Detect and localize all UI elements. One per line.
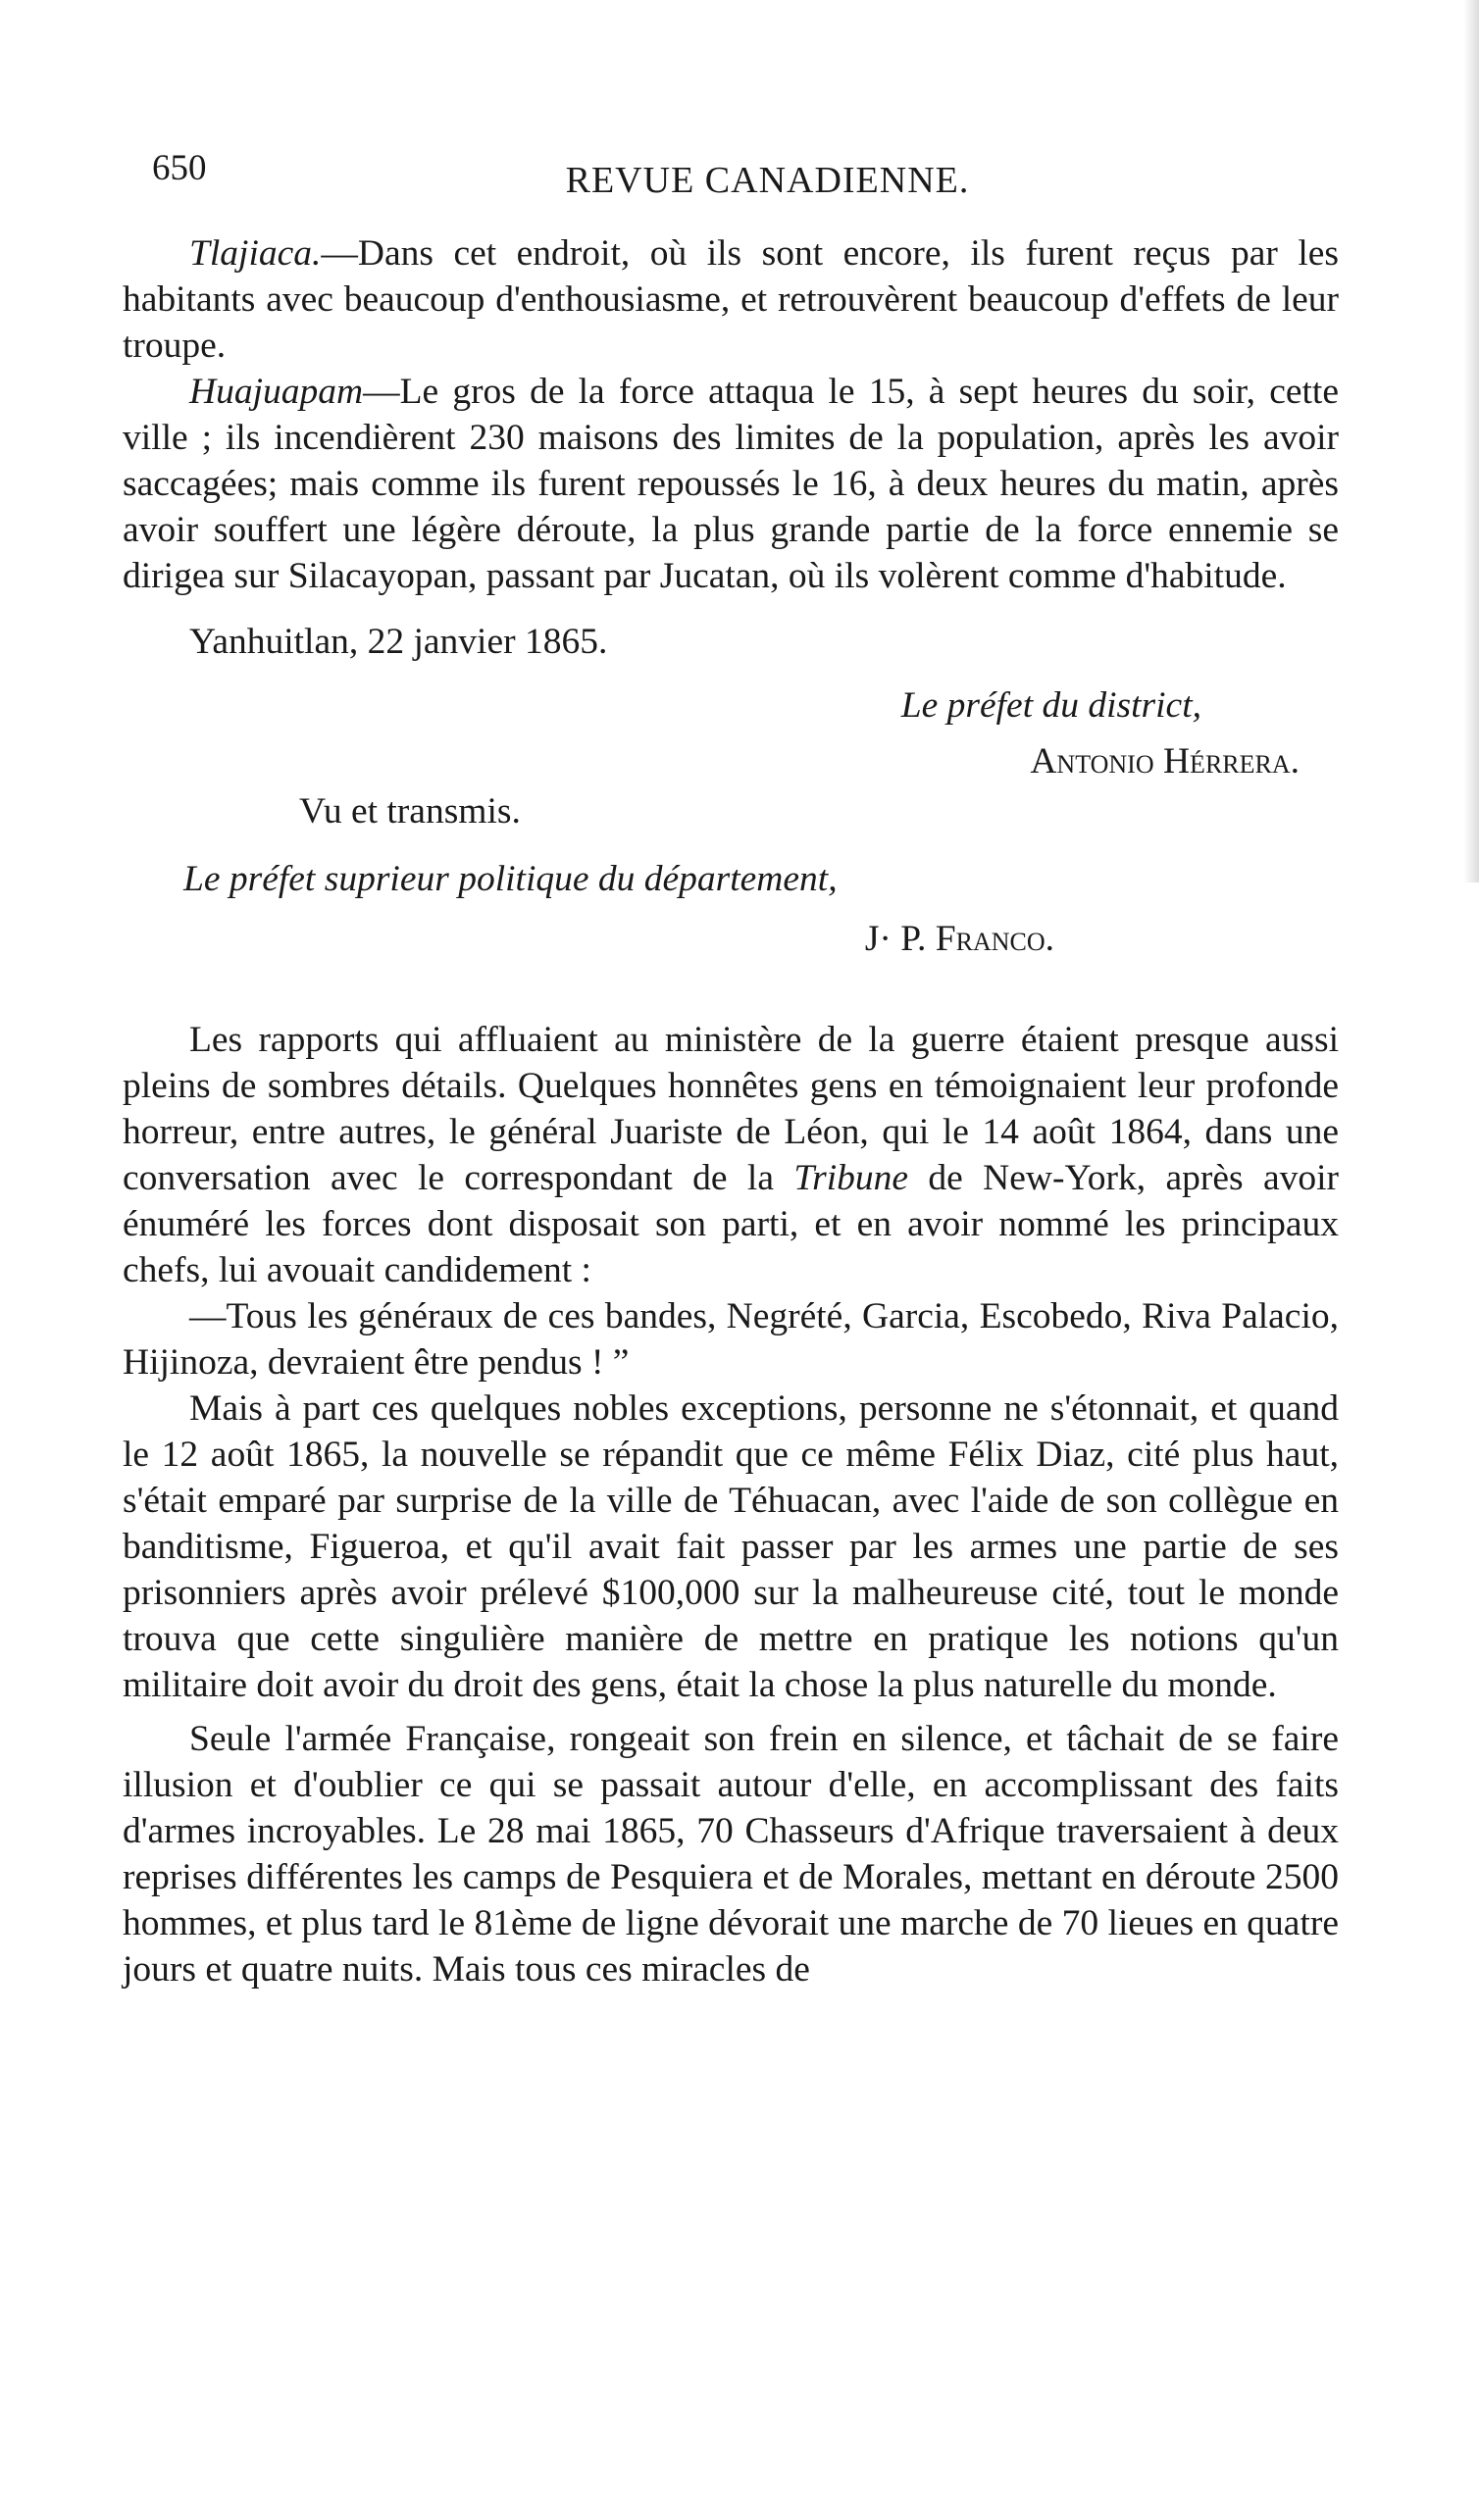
- date-line: Yanhuitlan, 22 janvier 1865.: [189, 622, 608, 662]
- newspaper-name: Tribune: [793, 1158, 909, 1198]
- prefect-name: Antonio Hérrera.: [1030, 741, 1300, 781]
- superior-prefect-role: Le préfet suprieur politique du département,: [183, 859, 838, 899]
- paragraph-armee-francaise: Seule l'armée Française, rongeait son frein en silence, et tâchait de se faire illusion et d'oublier ce qui se passait autour d'elle, en accomplissant des faits d'armes incroyables. Le 28 mai 1865, 70 Chasseurs d'Afrique traversaient à deux reprises différentes les camps de Pesquiera et de Morales, mettant en déroute 2500 hommes, et plus tard le 81ème de ligne dévorait une marche de 70 lieues en quatre jours et quatre nuits. Mais tous ces miracles de: [123, 1719, 1339, 1990]
- running-title: REVUE CANADIENNE.: [565, 160, 970, 201]
- page-body: [123, 230, 1339, 1992]
- prefect-role: Le préfet du district,: [900, 685, 1201, 726]
- page-edge-shadow: [1463, 0, 1479, 882]
- page-header: [152, 147, 1314, 206]
- paragraph-rapports: [123, 1017, 1339, 1293]
- transmis-line: Vu et transmis.: [299, 791, 521, 832]
- paragraph-quote: —Tous les généraux de ces bandes, Negrété, Garcia, Escobedo, Riva Palacio, Hijinoza, devraient être pendus ! ”: [123, 1296, 1339, 1383]
- page-number: 650: [152, 148, 207, 188]
- place-name-tlajiaca: Tlajiaca.: [189, 233, 322, 274]
- paragraph-tlajiaca: [123, 230, 1339, 369]
- paragraph-huajuapam: [123, 369, 1339, 599]
- place-name-huajuapam: Huajuapam: [189, 372, 364, 412]
- superior-prefect-name: J· P. Franco.: [864, 919, 1054, 959]
- paragraph-text: —Le gros de la force attaqua le 15, à sept heures du soir, cette ville ; ils incendièrent 230 maisons des limites de la population, après les avoir saccagées; mais comme ils furent repoussés le 16, à deux heures du matin, après avoir souffert une légère déroute, la plus grande partie de la force ennemie se dirigea sur Silacayopan, passant par Jucatan, où ils volèrent comme d'habitude.: [123, 372, 1339, 596]
- paragraph-text: —Dans cet endroit, où ils sont encore, ils furent reçus par les habitants avec beaucoup d'enthousiasme, et retrouvèrent beaucoup d'effets de leur troupe.: [123, 233, 1339, 366]
- paragraph-exceptions: Mais à part ces quelques nobles exceptions, personne ne s'étonnait, et quand le 12 août 1865, la nouvelle se répandit que ce même Félix Diaz, cité plus haut, s'était emparé par surprise de la ville de Téhuacan, avec l'aide de son collègue en banditisme, Figueroa, et qu'il avait fait passer par les armes une partie de ses prisonniers après avoir prélevé $100,000 sur la malheureuse cité, tout le monde trouva que cette singulière manière de mettre en pratique les notions qu'un militaire doit avoir du droit des gens, était la chose la plus naturelle du monde.: [123, 1388, 1339, 1705]
- paragraph-text-end: de New-York, après avoir énuméré les forces dont disposait son parti, et en avoir nommé les principaux chefs, lui avouait candidement :: [123, 1158, 1340, 1290]
- paragraph-text: Les rapports qui affluaient au ministère de la guerre étaient presque aussi pleins de sombres détails. Quelques honnêtes gens en témoignaient leur profonde horreur, entre autres, le général Juariste de Léon, qui le 14 août 1864, dans une conversation avec le correspondant de la: [123, 1020, 1339, 1198]
